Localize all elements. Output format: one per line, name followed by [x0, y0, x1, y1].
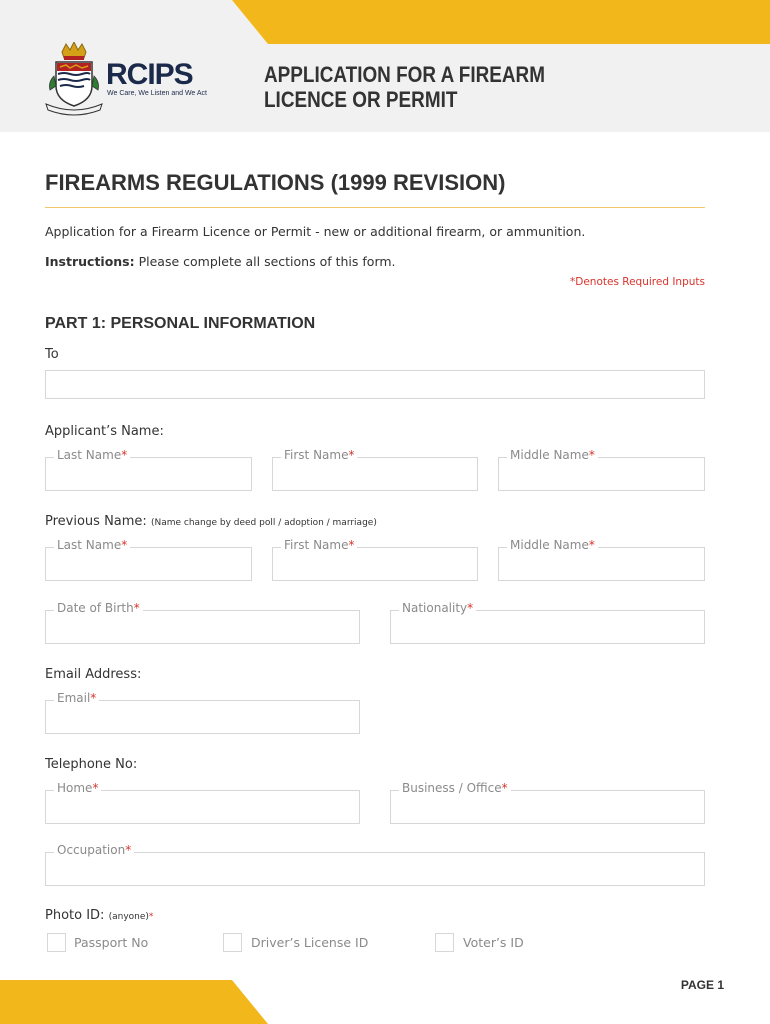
instructions — [45, 254, 396, 269]
previous-first-name-field[interactable] — [272, 538, 478, 581]
form-title-line-1: APPLICATION FOR A FIREARM — [264, 62, 545, 87]
to-field[interactable] — [45, 370, 705, 399]
rcips-logo — [44, 42, 214, 116]
footer-accent-stripe — [0, 980, 770, 1024]
occupation-field[interactable] — [45, 843, 705, 886]
field-label: Middle Name* — [507, 538, 598, 552]
form-title-line-2: LICENCE OR PERMIT — [264, 87, 458, 112]
instructions-label: Instructions: — [45, 254, 135, 269]
field-label: Business / Office* — [399, 781, 511, 795]
applicant-name-label: Applicant’s Name: — [45, 424, 164, 439]
intro-text: Application for a Firearm Licence or Permit - new or additional firearm, or ammunition. — [45, 224, 586, 239]
previous-name-note: (Name change by deed poll / adoption / marriage) — [150, 518, 377, 528]
applicant-middle-name-field[interactable] — [498, 448, 705, 491]
telephone-section-label: Telephone No: — [45, 757, 138, 772]
voters-id-checkbox[interactable] — [435, 933, 454, 952]
field-label: First Name* — [281, 448, 357, 462]
previous-name-label: Previous Name: (Name change by deed poll / adoption / marriage) — [45, 514, 377, 529]
email-field[interactable] — [45, 691, 360, 734]
passport-checkbox[interactable] — [47, 933, 66, 952]
applicant-last-name-field[interactable] — [45, 448, 252, 491]
home-phone-field[interactable] — [45, 781, 360, 824]
field-label: Last Name* — [54, 448, 130, 462]
part-1-heading: PART 1: PERSONAL INFORMATION — [45, 315, 316, 332]
field-label: Last Name* — [54, 538, 130, 552]
drivers-license-checkbox-label: Driver’s License ID — [251, 935, 369, 950]
email-section-label: Email Address: — [45, 667, 142, 682]
field-label: Home* — [54, 781, 101, 795]
logo-wordmark: RCIPS — [106, 58, 193, 91]
field-label: Email* — [54, 691, 99, 705]
to-label: To — [45, 347, 59, 362]
logo-tagline: We Care, We Listen and We Act — [107, 90, 207, 97]
drivers-license-checkbox[interactable] — [223, 933, 242, 952]
applicant-first-name-field[interactable] — [272, 448, 478, 491]
photo-id-label: Photo ID: (anyone)* — [45, 908, 154, 923]
crest-icon — [44, 42, 104, 116]
regulations-heading: FIREARMS REGULATIONS (1999 REVISION) — [45, 170, 506, 195]
field-label: Date of Birth* — [54, 601, 143, 615]
field-label: Nationality* — [399, 601, 476, 615]
passport-checkbox-label: Passport No — [74, 935, 149, 950]
voters-id-checkbox-label: Voter’s ID — [463, 935, 524, 950]
instructions-text: Please complete all sections of this form. — [138, 254, 396, 269]
date-of-birth-field[interactable] — [45, 601, 360, 644]
field-label: First Name* — [281, 538, 357, 552]
nationality-field[interactable] — [390, 601, 705, 644]
business-phone-field[interactable] — [390, 781, 705, 824]
required-inputs-note: *Denotes Required Inputs — [570, 276, 705, 288]
photo-id-note: (anyone) — [108, 912, 149, 922]
previous-last-name-field[interactable] — [45, 538, 252, 581]
page-number: PAGE 1 — [680, 978, 724, 992]
form-title — [264, 62, 642, 112]
field-label: Occupation* — [54, 843, 134, 857]
previous-middle-name-field[interactable] — [498, 538, 705, 581]
field-label: Middle Name* — [507, 448, 598, 462]
heading-divider — [45, 207, 705, 208]
